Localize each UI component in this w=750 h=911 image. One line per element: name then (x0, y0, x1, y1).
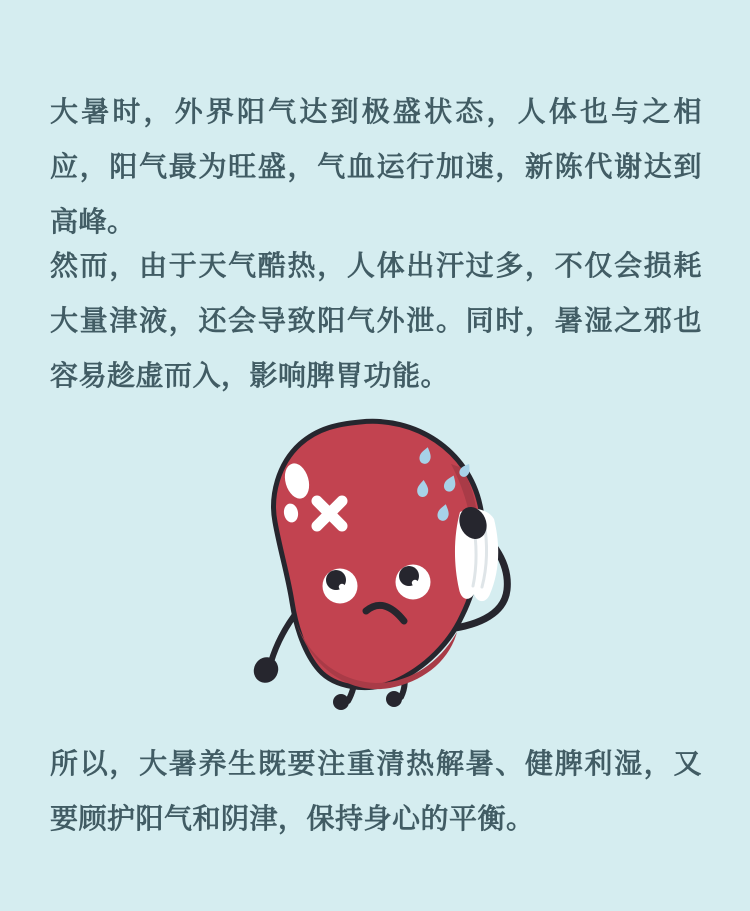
sweating-bean-illustration (230, 410, 530, 720)
right-eye-glint (412, 580, 418, 586)
right-foot (386, 691, 402, 707)
left-eye-glint (339, 584, 345, 590)
bean-character-svg (230, 410, 530, 720)
left-foot (333, 694, 349, 710)
paragraph-yang-peak: 大暑时，外界阳气达到极盛状态，人体也与之相应，阳气最为旺盛，气血运行加速，新陈代谢达到高峰。 (50, 95, 702, 238)
paragraph-balance-advice: 所以，大暑养生既要注重清热解暑、健脾利湿，又要顾护阳气和阴津，保持身心的平衡。 (50, 747, 702, 835)
paragraph-sweat-harm: 然而，由于天气酷热，人体出汗过多，不仅会损耗大量津液，还会导致阳气外泄。同时，暑湿之邪也容易趁虚而入，影响脾胃功能。 (50, 249, 702, 392)
left-hand (249, 653, 282, 687)
bean-body (274, 421, 483, 687)
